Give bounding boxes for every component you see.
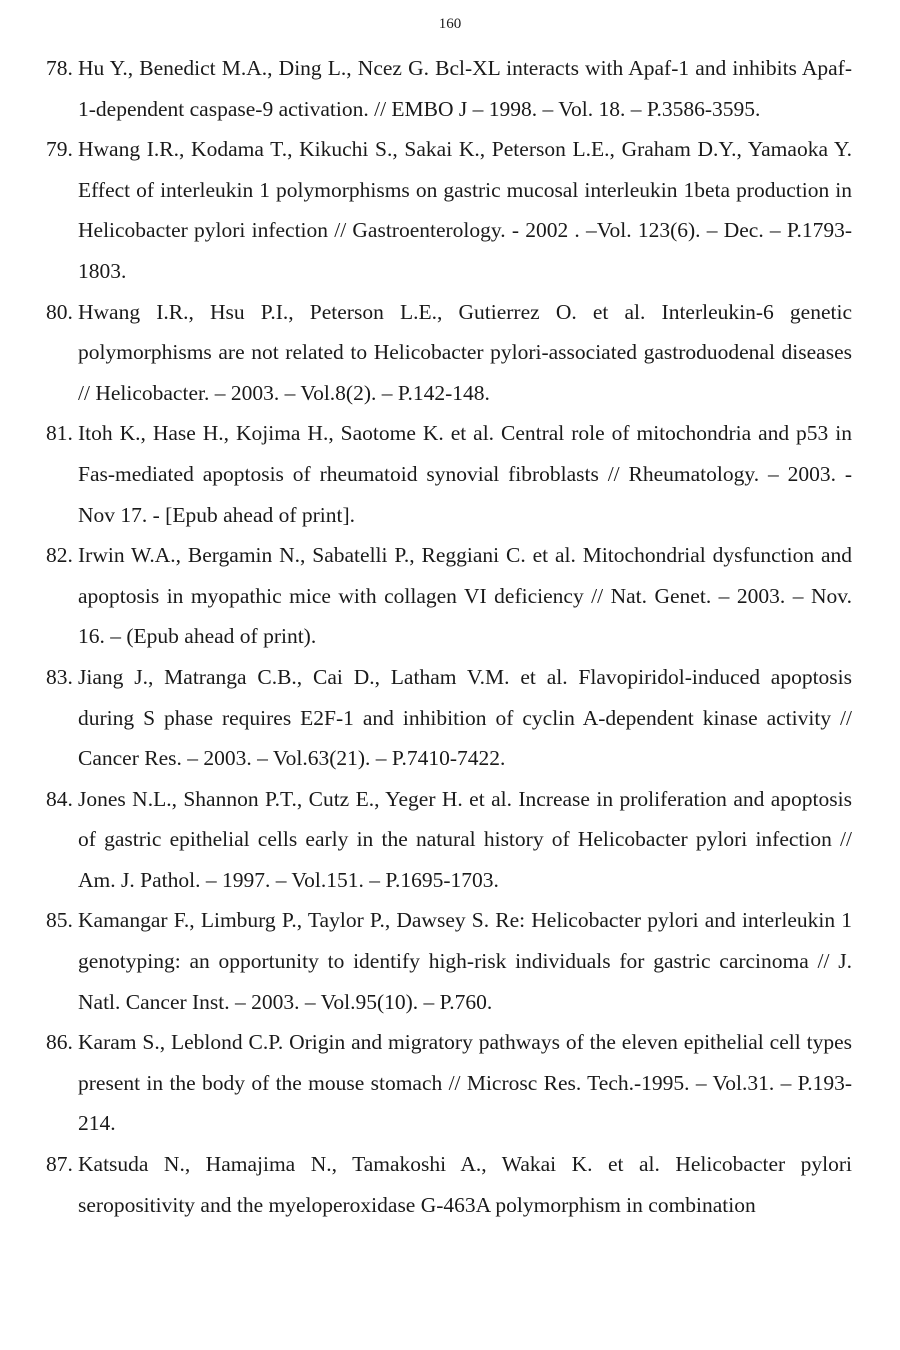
reference-item [46, 1144, 852, 1225]
reference-list [46, 48, 852, 1225]
reference-text: Itoh K., Hase H., Kojima H., Saotome K. et al. Central role of mitochondria and p53 in Fas-mediated apoptosis of rheumatoid synovial fibroblasts // Rheumatology. – 2003. - Nov 17. - [Epub ahead of print]. [78, 421, 852, 527]
reference-number: 79. [46, 137, 73, 162]
reference-text: Katsuda N., Hamajima N., Tamakoshi A., Wakai K. et al. Helicobacter pylori seropositivity and the myeloperoxidase G-463A polymorphism in combination [78, 1152, 852, 1217]
reference-text: Karam S., Leblond C.P. Origin and migratory pathways of the eleven epithelial cell types present in the body of the mouse stomach // Microsc Res. Tech.-1995. – Vol.31. – P.193-214. [78, 1030, 852, 1136]
reference-item [46, 413, 852, 535]
reference-number: 80. [46, 299, 73, 324]
reference-item [46, 900, 852, 1022]
reference-item [46, 48, 852, 129]
reference-item [46, 779, 852, 901]
reference-number: 84. [46, 786, 73, 811]
reference-text: Hwang I.R., Kodama T., Kikuchi S., Sakai K., Peterson L.E., Graham D.Y., Yamaoka Y. Effect of interleukin 1 polymorphisms on gastric mucosal interleukin 1beta production in Helicobacter pylori infection // Gastroenterology. - 2002 . –Vol. 123(6). – Dec. – P.1793-1803. [78, 137, 852, 283]
reference-item [46, 129, 852, 291]
reference-number: 86. [46, 1030, 73, 1055]
reference-text: Jiang J., Matranga C.B., Cai D., Latham V.M. et al. Flavopiridol-induced apoptosis during S phase requires E2F-1 and inhibition of cyclin A-dependent kinase activity // Cancer Res. – 2003. – Vol.63(21). – P.7410-7422. [78, 664, 852, 771]
reference-item [46, 1022, 852, 1144]
reference-number: 82. [46, 543, 73, 568]
reference-number: 81. [46, 421, 73, 446]
reference-item [46, 535, 852, 657]
reference-text: Jones N.L., Shannon P.T., Cutz E., Yeger H. et al. Increase in proliferation and apoptosis of gastric epithelial cells early in the natural history of Helicobacter pylori infection // Am. J. Pathol. – 1997. – Vol.151. – P.1695-1703. [78, 786, 852, 892]
reference-item [46, 657, 852, 779]
reference-number: 85. [46, 908, 73, 933]
reference-number: 78. [46, 56, 73, 80]
reference-item [46, 292, 852, 414]
reference-number: 83. [46, 664, 73, 689]
reference-text: Hu Y., Benedict M.A., Ding L., Ncez G. Bcl-XL interacts with Apaf-1 and inhibits Apaf-1-dependent caspase-9 activation. // EMBO J – 1998. – Vol. 18. – P.3586-3595. [78, 56, 852, 121]
reference-text: Hwang I.R., Hsu P.I., Peterson L.E., Gutierrez O. et al. Interleukin-6 genetic polymorphisms are not related to Helicobacter pylori-associated gastroduodenal diseases // Helicobacter. – 2003. – Vol.8(2). – P.142-148. [78, 299, 852, 405]
reference-text: Kamangar F., Limburg P., Taylor P., Dawsey S. Re: Helicobacter pylori and interleukin 1 genotyping: an opportunity to identify high-risk individuals for gastric carcinoma // J. Natl. Cancer Inst. – 2003. – Vol.95(10). – P.760. [78, 908, 852, 1014]
reference-text: Irwin W.A., Bergamin N., Sabatelli P., Reggiani C. et al. Mitochondrial dysfunction and apoptosis in myopathic mice with collagen VI deficiency // Nat. Genet. – 2003. – Nov. 16. – (Epub ahead of print). [78, 543, 852, 649]
page-number: 160 [438, 16, 462, 32]
reference-number: 87. [46, 1152, 73, 1177]
